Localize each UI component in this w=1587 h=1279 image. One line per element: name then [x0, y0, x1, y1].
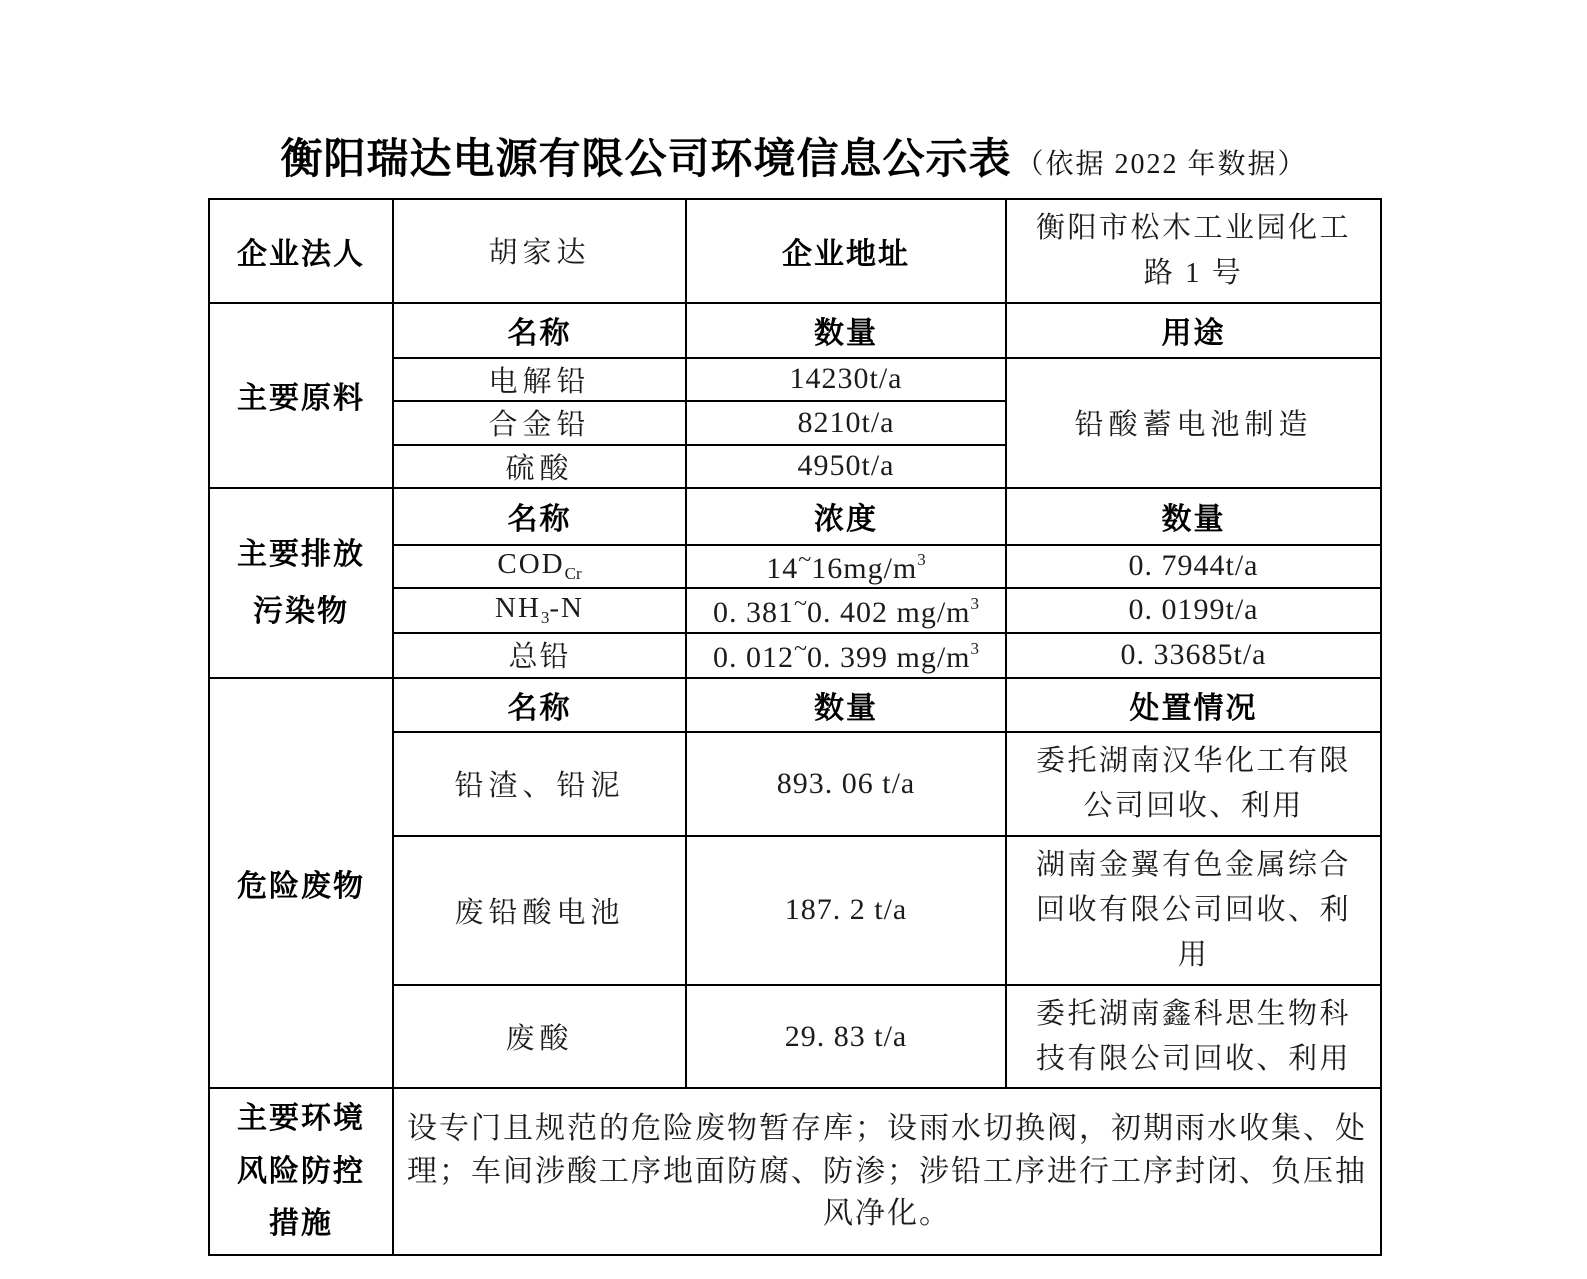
material-quantity-cell: 14230t/a — [686, 358, 1006, 401]
document-subtitle: （依据 2022 年数据） — [1015, 149, 1308, 180]
pollutant-concentration-cell: 0. 012~0. 399 $mg/m^3$ — [686, 633, 1006, 678]
waste-disposal-cell: 委托湖南鑫科思生物科技有限公司回收、利用 — [1006, 985, 1381, 1089]
legal-person-label-cell: 企业法人 — [209, 199, 393, 303]
material-name-cell: 硫酸 — [393, 445, 686, 488]
table-row-company — [209, 199, 1381, 303]
document-header — [208, 126, 1380, 186]
tilde: ~ — [794, 635, 807, 662]
risk-measures-content-cell: 设专门且规范的危险废物暂存库；设雨水切换阀，初期雨水收集、处理；车间涉酸工序地面防腐、防渗；涉铅工序进行工序封闭、负压抽风净化。 — [393, 1088, 1381, 1255]
materials-name-header-cell: 名称 — [393, 303, 686, 358]
waste-name-cell: 铅渣、铅泥 — [393, 732, 686, 836]
pollutant-quantity-cell: 0. 33685t/a — [1006, 633, 1381, 678]
material-quantity-cell: 8210t/a — [686, 401, 1006, 445]
waste-name-cell: 废铅酸电池 — [393, 836, 686, 985]
waste-disposal-header-cell: 处置情况 — [1006, 678, 1381, 732]
risk-section-label-cell — [209, 1088, 393, 1255]
pollutant-name-cell: $NH_3-N$ — [393, 588, 686, 633]
waste-section-label-cell: 危险废物 — [209, 678, 393, 1089]
pollutants-quantity-header-cell: 数量 — [1006, 488, 1381, 545]
pollutant-quantity-cell: 0. 7944t/a — [1006, 545, 1381, 588]
waste-quantity-header-cell: 数量 — [686, 678, 1006, 732]
materials-quantity-header-cell: 数量 — [686, 303, 1006, 358]
pollutant-quantity-cell: 0. 0199t/a — [1006, 588, 1381, 633]
superscript: 3 — [917, 549, 926, 569]
table-row-materials-header — [209, 303, 1381, 358]
pollutant-concentration-cell: 0. 381~0. 402 $mg/m^3$ — [686, 588, 1006, 633]
tilde: ~ — [794, 590, 807, 617]
subscript: Cr — [564, 564, 582, 584]
pollutants-concentration-header-cell: 浓度 — [686, 488, 1006, 545]
subscript: 3 — [540, 608, 550, 628]
materials-usage-header-cell: 用途 — [1006, 303, 1381, 358]
table-row-pollutants-header — [209, 488, 1381, 545]
pollutants-section-label-cell — [209, 488, 393, 678]
risk-section-label-line3: 措施 — [269, 1207, 333, 1241]
address-value-cell: 衡阳市松木工业园化工路 1 号 — [1006, 199, 1381, 303]
superscript: 3 — [970, 593, 979, 613]
waste-quantity-cell: 29. 83 t/a — [686, 985, 1006, 1089]
tilde: ~ — [798, 546, 812, 573]
pollutant-name-cell: 总铅 — [393, 633, 686, 678]
waste-quantity-cell: 893. 06 t/a — [686, 732, 1006, 836]
address-label-cell: 企业地址 — [686, 199, 1006, 303]
pollutant-concentration-cell: $14^\sim 16mg/m^3$ — [686, 545, 1006, 588]
waste-disposal-cell: 湖南金翼有色金属综合回收有限公司回收、利用 — [1006, 836, 1381, 985]
legal-person-value-cell: 胡家达 — [393, 199, 686, 303]
risk-section-label-line1: 主要环境 — [237, 1102, 365, 1136]
materials-usage-value-cell: 铅酸蓄电池制造 — [1006, 358, 1381, 488]
material-quantity-cell: 4950t/a — [686, 445, 1006, 488]
pollutants-section-label-line2: 污染物 — [253, 594, 349, 628]
risk-section-label-line2: 风险防控 — [237, 1154, 365, 1188]
environmental-disclosure-table — [208, 198, 1382, 1256]
waste-name-header-cell: 名称 — [393, 678, 686, 732]
table-row-waste-header — [209, 678, 1381, 732]
pollutants-name-header-cell: 名称 — [393, 488, 686, 545]
material-name-cell: 合金铅 — [393, 401, 686, 445]
document-title: 衡阳瑞达电源有限公司环境信息公示表 — [280, 135, 1012, 182]
table-row-risk-measures — [209, 1088, 1381, 1255]
waste-quantity-cell: 187. 2 t/a — [686, 836, 1006, 985]
material-name-cell: 电解铅 — [393, 358, 686, 401]
waste-name-cell: 废酸 — [393, 985, 686, 1089]
waste-disposal-cell: 委托湖南汉华化工有限公司回收、利用 — [1006, 732, 1381, 836]
pollutants-section-label-line1: 主要排放 — [237, 537, 365, 571]
superscript: 3 — [970, 638, 979, 658]
pollutant-name-cell: $COD_{Cr}$ — [393, 545, 686, 588]
materials-section-label-cell: 主要原料 — [209, 303, 393, 488]
